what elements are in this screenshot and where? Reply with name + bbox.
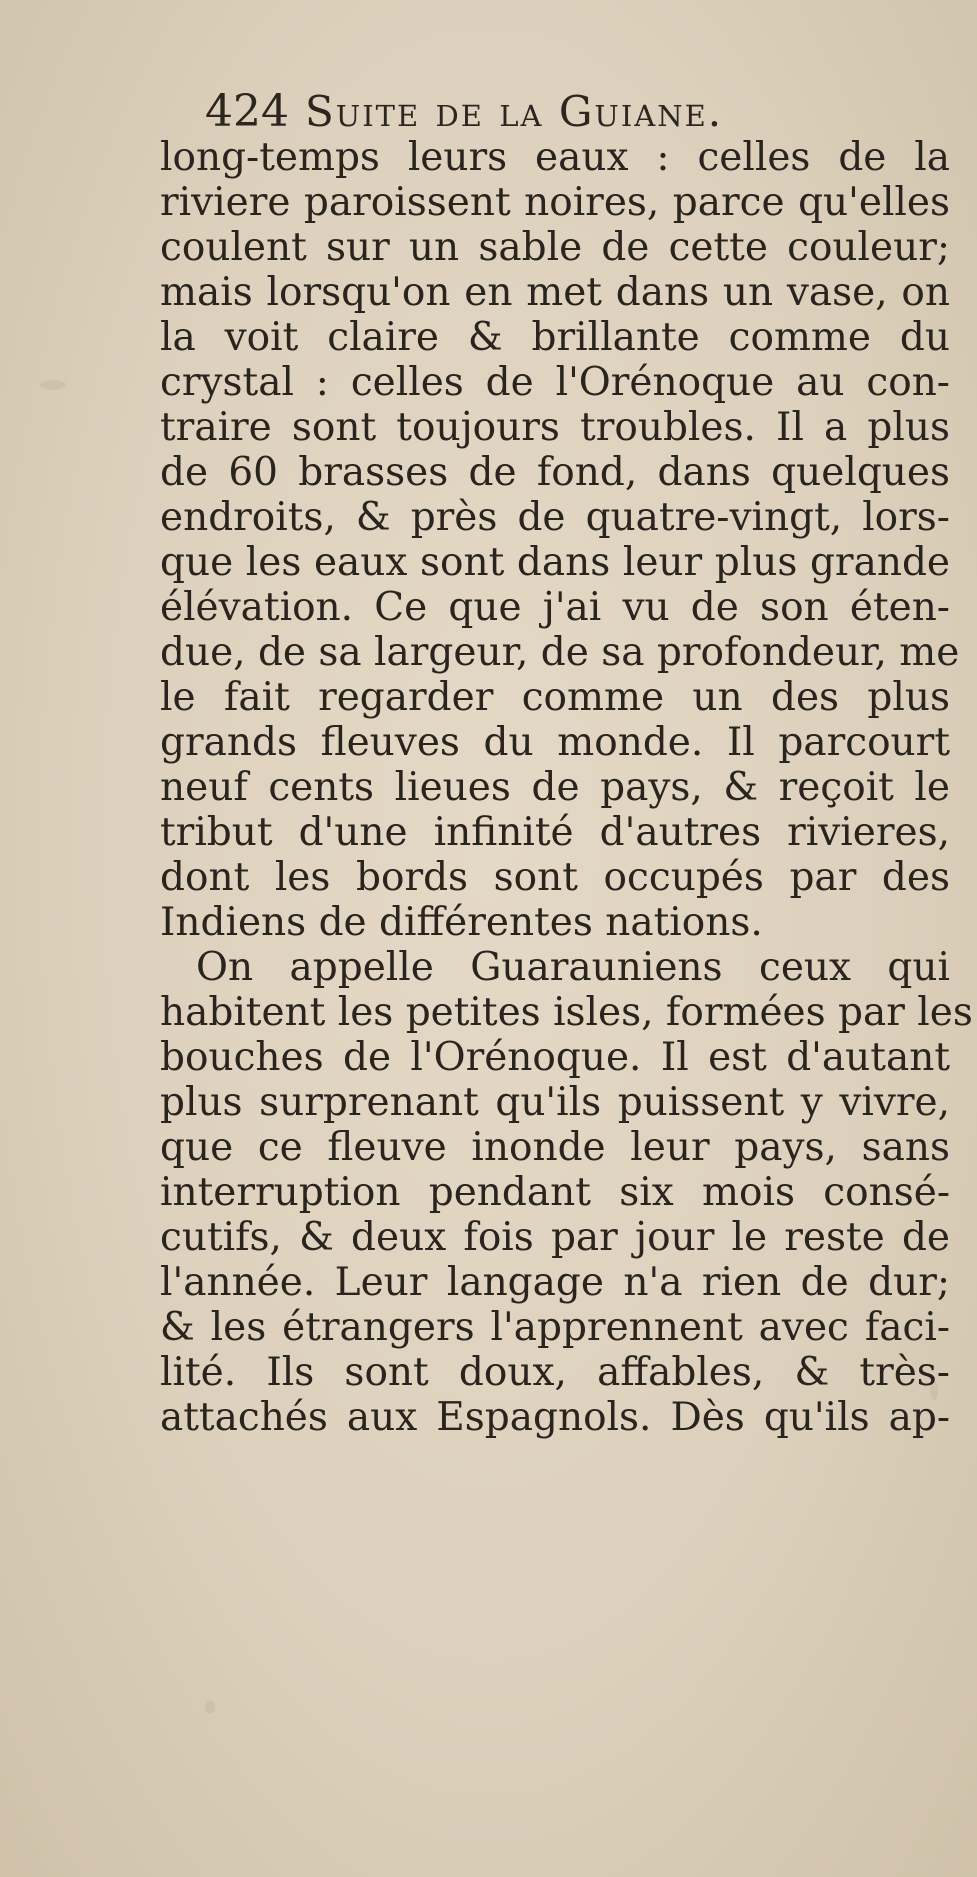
text-line: due, de sa largeur, de sa profondeur, me — [160, 630, 960, 675]
text-line: le fait regarder comme un des plus — [160, 675, 950, 720]
text-line: habitent les petites isles, formées par les — [160, 990, 973, 1035]
text-line: l'année. Leur langage n'a rien de dur; — [160, 1260, 950, 1305]
text-line: riviere paroissent noires, parce qu'elles — [160, 180, 950, 225]
text-line: grands fleuves du monde. Il parcourt — [160, 720, 950, 765]
text-line: coulent sur un sable de cette couleur; — [160, 225, 950, 270]
page-number: 424 — [205, 86, 289, 137]
text-line: lité. Ils sont doux, affables, & très- — [160, 1350, 950, 1395]
paper-spot — [40, 380, 66, 390]
text-line: mais lorsqu'on en met dans un vase, on — [160, 270, 950, 315]
paper-spot — [205, 1700, 215, 1714]
body-text — [160, 135, 973, 1440]
text-line: la voit claire & brillante comme du — [160, 315, 950, 360]
text-line: & les étrangers l'apprennent avec faci- — [160, 1305, 950, 1350]
text-line: que les eaux sont dans leur plus grande — [160, 540, 950, 585]
text-line: Indiens de différentes nations. — [160, 900, 763, 945]
text-line: élévation. Ce que j'ai vu de son éten- — [160, 585, 950, 630]
text-line: traire sont toujours troubles. Il a plus — [160, 405, 950, 450]
running-head: Suite de la Guiane. — [305, 87, 724, 136]
text-line: neuf cents lieues de pays, & reçoit le — [160, 765, 950, 810]
text-line: tribut d'une infinité d'autres rivieres, — [160, 810, 950, 855]
text-line: attachés aux Espagnols. Dès qu'ils ap- — [160, 1395, 950, 1440]
text-line: long-temps leurs eaux : celles de la — [160, 135, 950, 180]
text-line: que ce fleuve inonde leur pays, sans — [160, 1125, 950, 1170]
page-header — [205, 82, 865, 142]
text-line: bouches de l'Orénoque. Il est d'autant — [160, 1035, 950, 1080]
text-line: de 60 brasses de fond, dans quelques — [160, 450, 950, 495]
text-line: On appelle Guarauniens ceux qui — [196, 945, 950, 990]
text-line: endroits, & près de quatre-vingt, lors- — [160, 495, 950, 540]
text-line: crystal : celles de l'Orénoque au con- — [160, 360, 950, 405]
text-line: plus surprenant qu'ils puissent y vivre, — [160, 1080, 950, 1125]
text-line: dont les bords sont occupés par des — [160, 855, 950, 900]
text-line: interruption pendant six mois consé- — [160, 1170, 950, 1215]
text-line: cutifs, & deux fois par jour le reste de — [160, 1215, 950, 1260]
